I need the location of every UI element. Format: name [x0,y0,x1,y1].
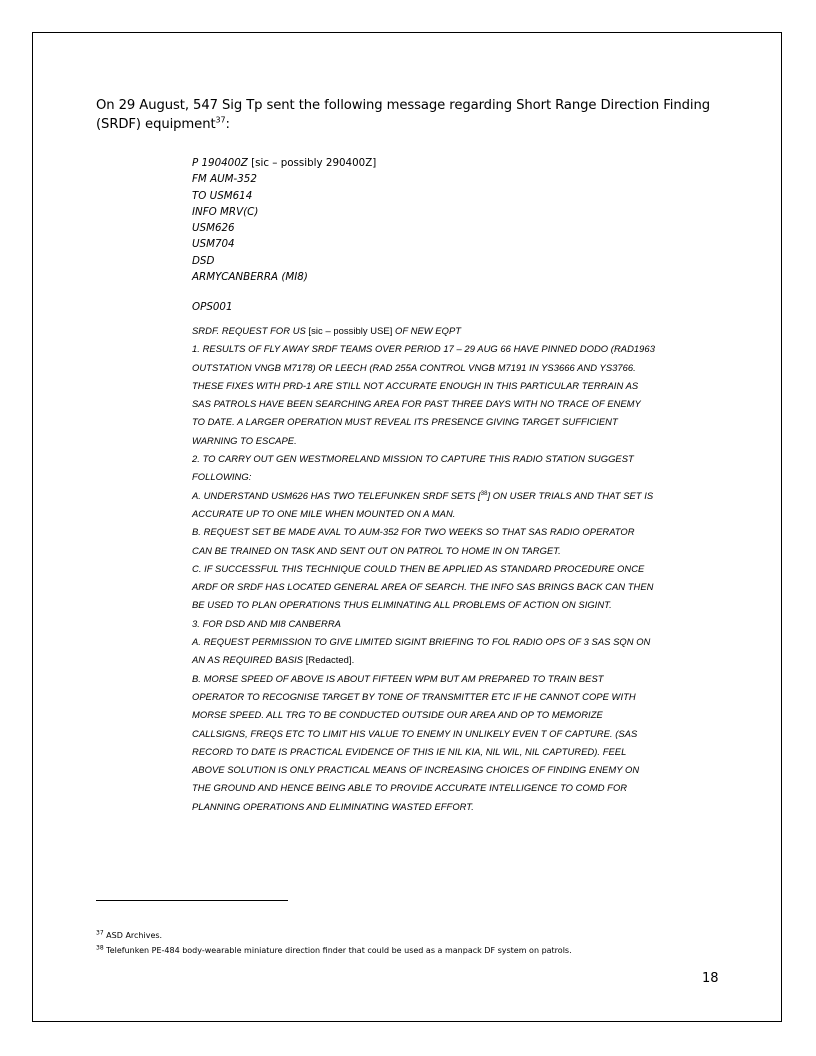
message-line: B. REQUEST SET BE MADE AVAL TO AUM-352 FOR TWO WEEKS SO THAT SAS RADIO OPERATOR [192,526,635,538]
dtg-note: [sic – possibly 290400Z] [247,157,377,169]
message-line: CALLSIGNS, FREQS ETC TO LIMIT HIS VALUE TO ENEMY IN UNLIKELY EVEN T OF CAPTURE. (SAS [192,727,638,739]
footnote-38 [96,943,736,958]
header-line: ARMYCANBERRA (MI8) [192,271,308,284]
message-line: ABOVE SOLUTION IS ONLY PRACTICAL MEANS OF INCREASING CHOICES OF FINDING ENEMY ON [192,764,640,776]
message-line: BE USED TO PLAN OPERATIONS THUS ELIMINATING ALL PROBLEMS OF ACTION ON SIGINT. [192,599,612,611]
line-a-text: A. UNDERSTAND USM626 HAS TWO TELEFUNKEN SRDF SETS [ [192,489,481,501]
header-line: USM626 [192,222,235,235]
header-line: USM704 [192,238,235,251]
ops-code: OPS001 [192,301,233,313]
header-line: TO USM614 [192,189,253,202]
footnotes [96,928,736,958]
message-line: MORSE SPEED. ALL TRG TO BE CONDUCTED OUTSIDE OUR AREA AND OP TO MEMORIZE [192,709,603,721]
message-line: C. IF SUCCESSFUL THIS TECHNIQUE COULD THEN BE APPLIED AS STANDARD PROCEDURE ONCE [192,562,645,574]
message-line: THE GROUND AND HENCE BEING ABLE TO PROVIDE ACCURATE INTELLIGENCE TO COMD FOR [192,782,628,794]
message-line: ARDF OR SRDF HAS LOCATED GENERAL AREA OF SEARCH. THE INFO SAS BRINGS BACK CAN THEN [192,581,654,593]
message-line: WARNING TO ESCAPE. [192,434,297,446]
page-number: 18 [702,971,719,986]
line-a-text-end: ] ON USER TRIALS AND THAT SET IS [487,489,654,501]
footnote-number: 38 [96,944,104,952]
intro-colon: : [225,117,230,132]
message-line: OUTSTATION VNGB M7178) OR LEECH (RAD 255A CONTROL VNGB M7191 IN YS3666 AND YS3766. [192,361,636,373]
message-line: RECORD TO DATE IS PRACTICAL EVIDENCE OF THIS IE NIL KIA, NIL WIL, NIL CAPTURED). FEEL [192,745,627,757]
message-line: ACCURATE UP TO ONE MILE WHEN MOUNTED ON A MAN. [192,507,456,519]
footnote-separator [96,900,288,901]
footnote-ref-37[interactable]: 37 [215,115,226,125]
message-line [192,651,732,669]
message-line: TO DATE. A LARGER OPERATION MUST REVEAL ITS PRESENCE GIVING TARGET SUFFICIENT [192,416,618,428]
footnote-text: Telefunken PE-484 body-wearable miniature direction finder that could be used as a manpack DF system on patrols. [103,946,572,955]
message-line: PLANNING OPERATIONS AND ELIMINATING WASTED EFFORT. [192,800,474,812]
precedence-line [192,155,712,171]
footnote-number: 37 [96,929,104,937]
subject-text-end: OF NEW EQPT [392,325,462,336]
footnote-ref-38[interactable]: 38 [480,490,488,497]
message-line: SAS PATROLS HAVE BEEN SEARCHING AREA FOR PAST THREE DAYS WITH NO TRACE OF ENEMY [192,398,641,410]
intro-paragraph [96,96,736,134]
redacted-note: [Redacted]. [303,654,355,666]
message-line: A. REQUEST PERMISSION TO GIVE LIMITED SIGINT BRIEFING TO FOL RADIO OPS OF 3 SAS SQN ON [192,636,651,648]
subject-note: [sic – possibly USE] [305,325,393,336]
dtg-text: P 190400Z [192,157,248,169]
header-line: DSD [192,254,215,267]
message-body [192,322,732,816]
message-line [192,487,732,505]
subject-text: SRDF. REQUEST FOR US [192,325,306,336]
message-line: 1. RESULTS OF FLY AWAY SRDF TEAMS OVER PERIOD 17 – 29 AUG 66 HAVE PINNED DODO (RAD1963 [192,343,655,355]
intro-text: On 29 August, 547 Sig Tp sent the following message regarding Short Range Direction Finding (SRDF) equipment [96,98,710,132]
message-line: FOLLOWING: [192,471,252,483]
footnote-text: ASD Archives. [103,931,163,940]
message-header [192,155,712,285]
message-line: OPERATOR TO RECOGNISE TARGET BY TONE OF TRANSMITTER ETC IF HE CANNOT COPE WITH [192,690,636,702]
message-line: CAN BE TRAINED ON TASK AND SENT OUT ON PATROL TO HOME IN ON TARGET. [192,544,561,556]
message-line: 3. FOR DSD AND MI8 CANBERRA [192,617,341,629]
message-line: B. MORSE SPEED OF ABOVE IS ABOUT FIFTEEN WPM BUT AM PREPARED TO TRAIN BEST [192,672,604,684]
message-line: THESE FIXES WITH PRD-1 ARE STILL NOT ACCURATE ENOUGH IN THIS PARTICULAR TERRAIN AS [192,379,639,391]
subject-line [192,322,732,340]
header-line: INFO MRV(C) [192,205,259,218]
header-line: FM AUM-352 [192,173,257,186]
message-line: 2. TO CARRY OUT GEN WESTMORELAND MISSION TO CAPTURE THIS RADIO STATION SUGGEST [192,453,634,465]
footnote-37 [96,928,736,943]
redact-line-text: AN AS REQUIRED BASIS [192,654,304,666]
